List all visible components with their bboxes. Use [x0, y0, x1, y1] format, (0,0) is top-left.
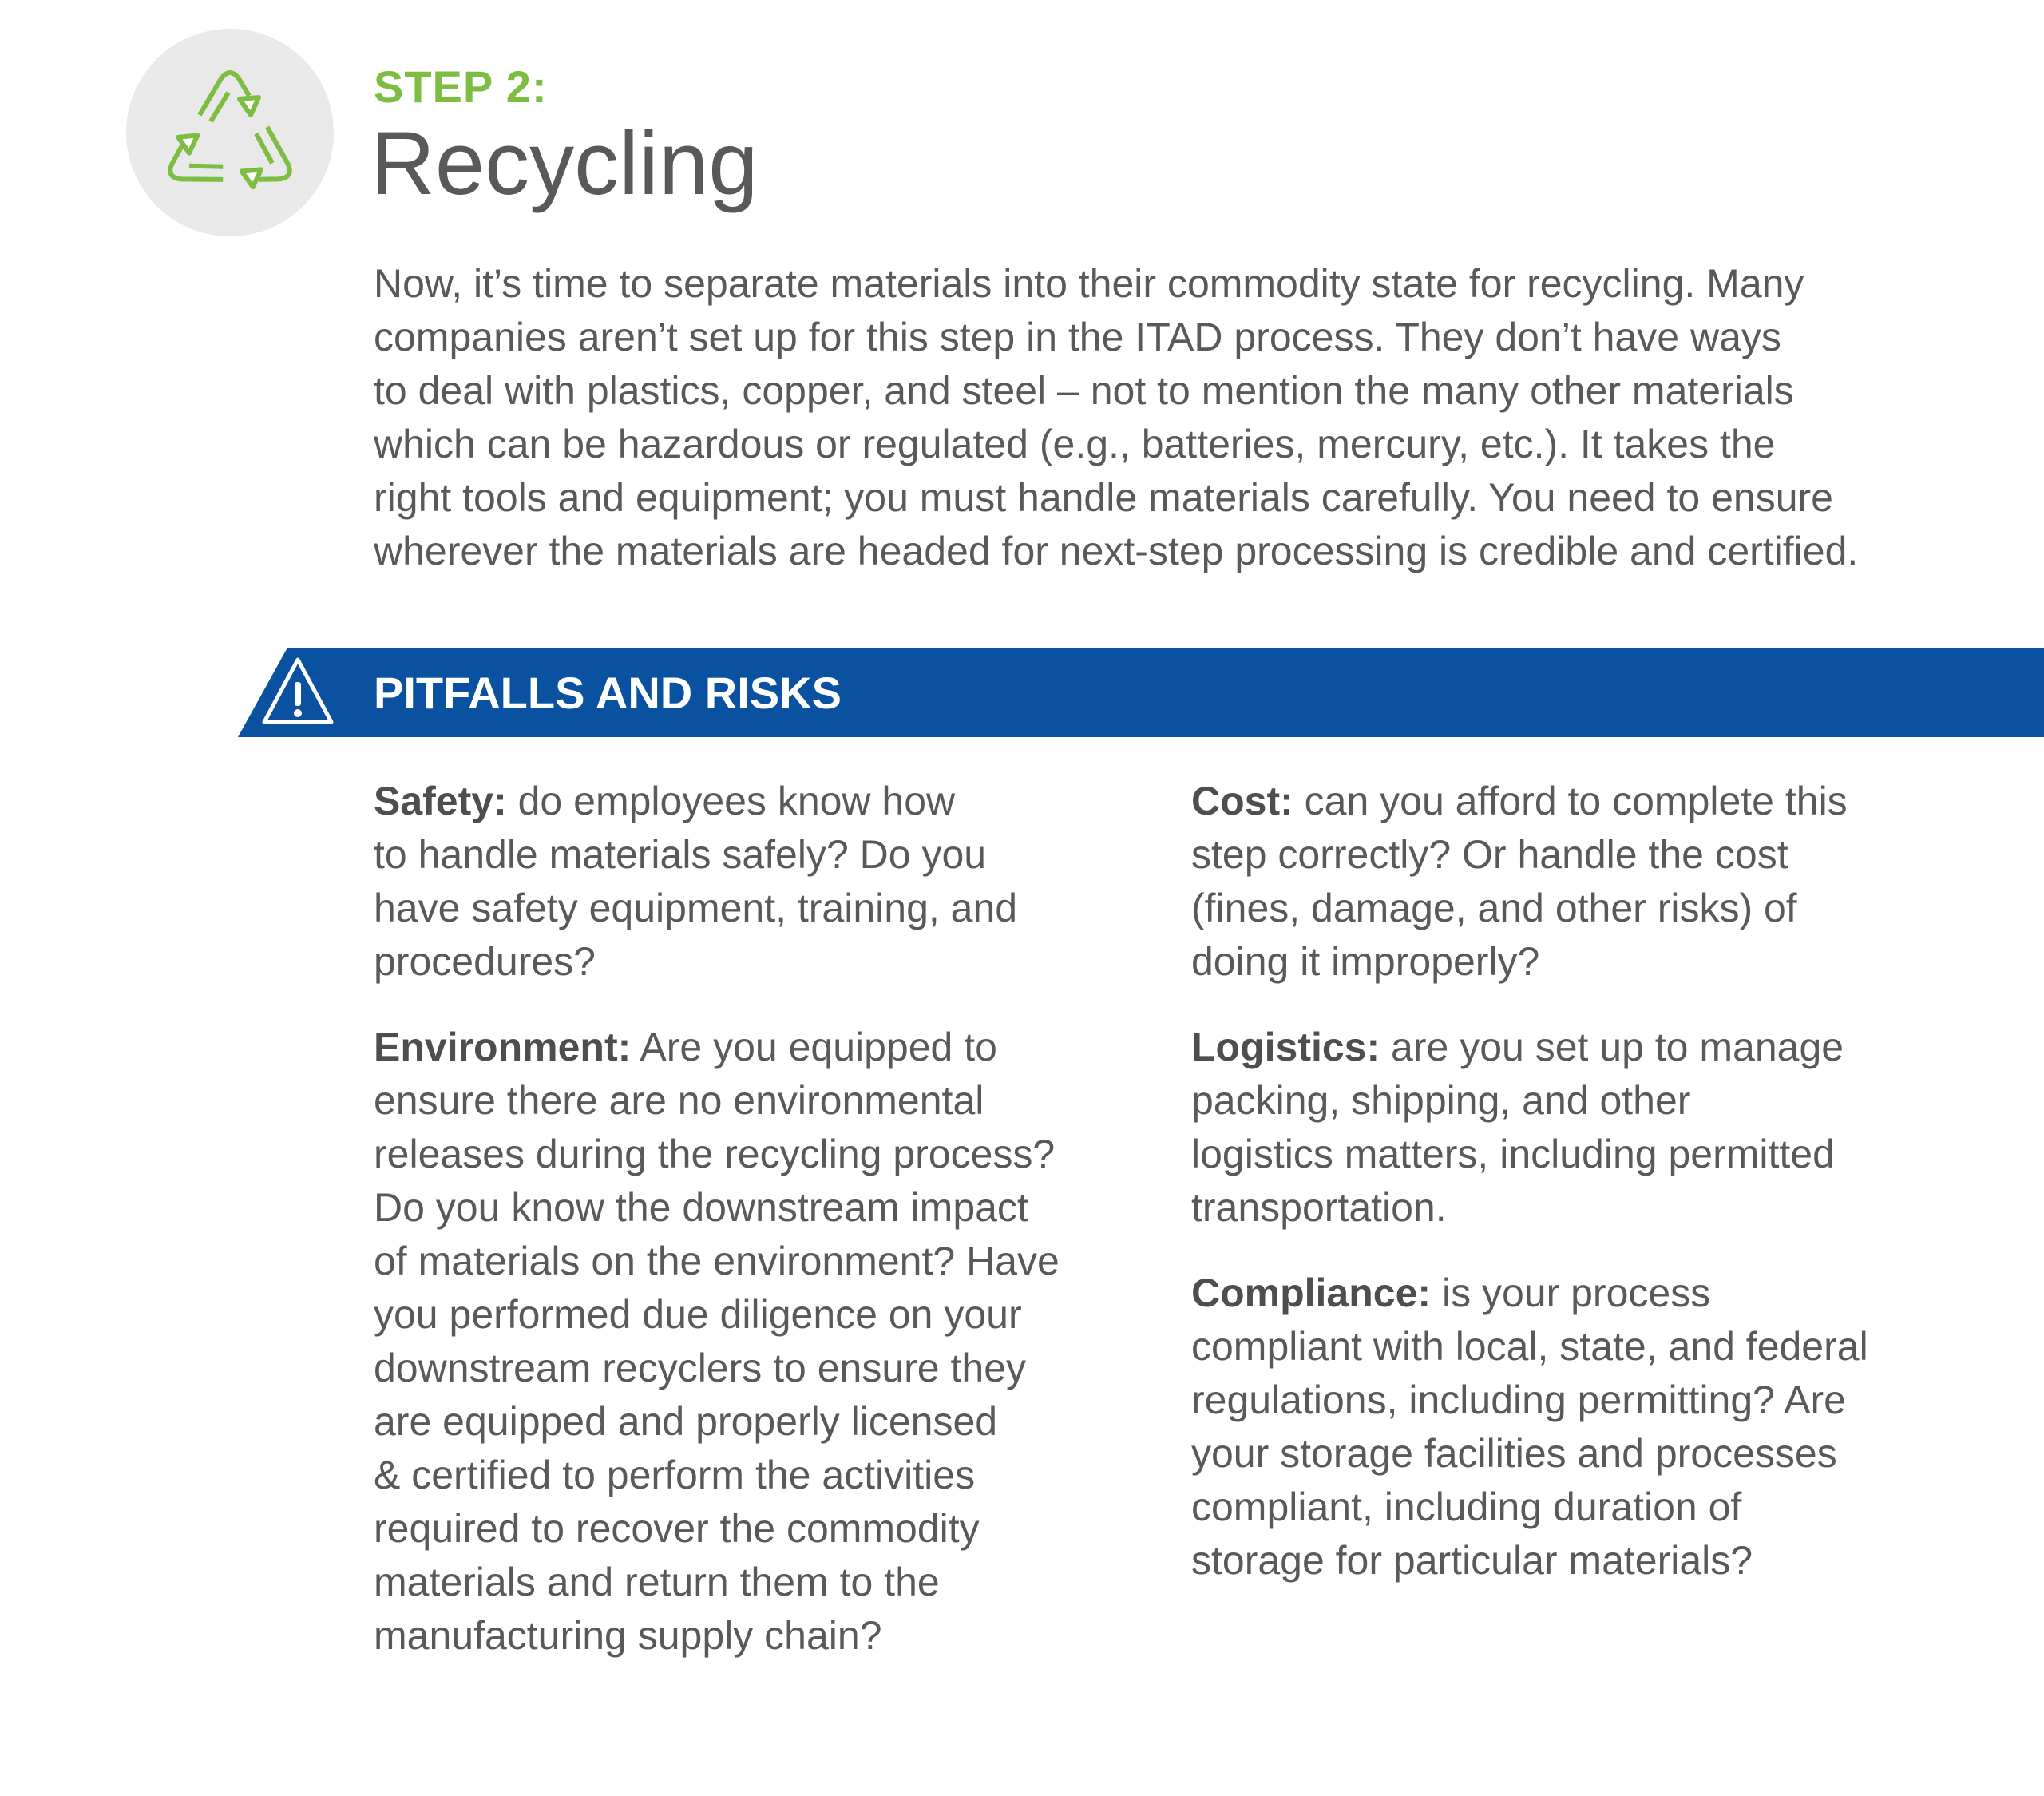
- pitfalls-title: PITFALLS AND RISKS: [374, 668, 842, 718]
- risk-term: Logistics:: [1191, 1025, 1380, 1069]
- risk-term: Compliance:: [1191, 1271, 1432, 1315]
- risk-term: Cost:: [1191, 779, 1293, 823]
- recycle-icon: [150, 53, 310, 212]
- intro-line: companies aren’t set up for this step in the ITAD process. They don’t have ways: [374, 315, 1781, 359]
- risk-text: packing, shipping, and other: [1191, 1078, 1691, 1123]
- risk-text: doing it improperly?: [1191, 939, 1540, 984]
- risk-text: downstream recyclers to ensure they: [374, 1346, 1027, 1390]
- risk-text: your storage facilities and processes: [1191, 1431, 1837, 1476]
- risk-term: Environment:: [374, 1025, 632, 1069]
- risk-text: do employees know how: [506, 779, 956, 823]
- intro-paragraph: [374, 257, 2026, 578]
- risk-text: step correctly? Or handle the cost: [1191, 832, 1788, 877]
- risk-text: ensure there are no environmental: [374, 1078, 984, 1123]
- risk-text: compliant, including duration of: [1191, 1485, 1742, 1529]
- page-title: Recycling: [370, 113, 759, 213]
- risk-text: transportation.: [1191, 1185, 1447, 1230]
- risk-text: you performed due diligence on your: [374, 1292, 1022, 1337]
- intro-line: wherever the materials are headed for next-step processing is credible and certified.: [374, 529, 1859, 573]
- risk-item-safety: [374, 775, 1172, 989]
- risk-item-compliance: [1191, 1267, 2022, 1588]
- risks-left-column: [374, 775, 1172, 1695]
- risk-text: & certified to perform the activities: [374, 1453, 976, 1497]
- recycle-icon-badge: [126, 29, 334, 236]
- risk-text: materials and return them to the: [374, 1560, 940, 1604]
- intro-line: to deal with plastics, copper, and steel – not to mention the many other materials: [374, 368, 1794, 413]
- risk-text: logistics matters, including permitted: [1191, 1132, 1835, 1176]
- risk-text: are you set up to manage: [1380, 1025, 1844, 1069]
- risk-text: regulations, including permitting? Are: [1191, 1378, 1846, 1422]
- step-label: STEP 2:: [374, 61, 548, 112]
- risk-item-cost: [1191, 775, 2022, 989]
- intro-line: right tools and equipment; you must handle materials carefully. You need to ensure: [374, 475, 1833, 520]
- risk-item-environment: [374, 1021, 1172, 1663]
- risk-text: are equipped and properly licensed: [374, 1399, 998, 1444]
- intro-line: which can be hazardous or regulated (e.g., batteries, mercury, etc.). It takes the: [374, 422, 1776, 466]
- risk-text: can you afford to complete this: [1293, 779, 1848, 823]
- risk-text: procedures?: [374, 939, 596, 984]
- risk-text: manufacturing supply chain?: [374, 1613, 882, 1658]
- warning-icon: [259, 653, 336, 730]
- risk-text: releases during the recycling process?: [374, 1132, 1056, 1176]
- risk-text: required to recover the commodity: [374, 1506, 980, 1551]
- risk-text: Are you equipped to: [631, 1025, 997, 1069]
- risk-term: Safety:: [374, 779, 507, 823]
- risk-text: compliant with local, state, and federal: [1191, 1324, 1868, 1369]
- risk-text: is your process: [1431, 1271, 1711, 1315]
- intro-line: Now, it’s time to separate materials into their commodity state for recycling. Many: [374, 261, 1804, 306]
- risk-text: storage for particular materials?: [1191, 1538, 1753, 1583]
- risk-text: Do you know the downstream impact: [374, 1185, 1028, 1230]
- risk-item-logistics: [1191, 1021, 2022, 1235]
- risk-text: of materials on the environment? Have: [374, 1239, 1060, 1283]
- risks-right-column: [1191, 775, 2022, 1620]
- risk-text: (fines, damage, and other risks) of: [1191, 886, 1797, 930]
- risk-text: have safety equipment, training, and: [374, 886, 1018, 930]
- risk-text: to handle materials safely? Do you: [374, 832, 987, 877]
